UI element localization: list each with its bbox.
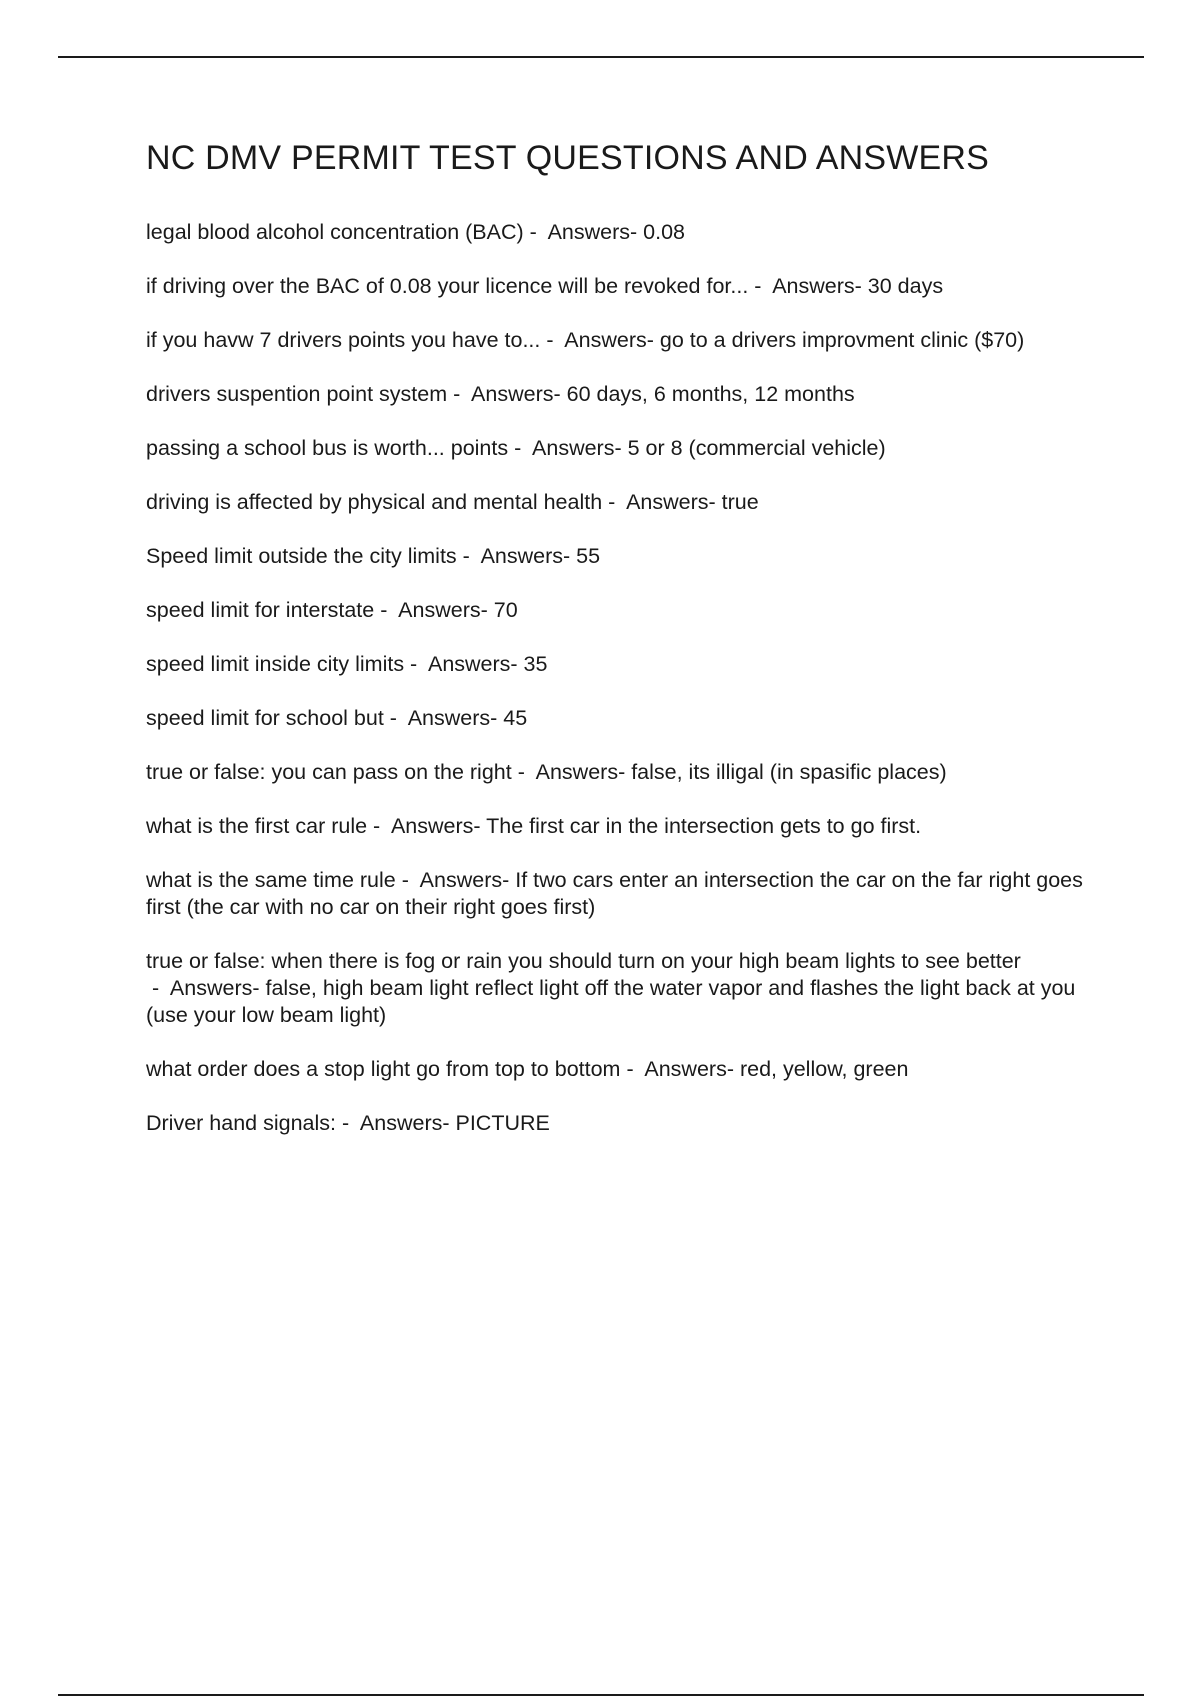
qa-item — [146, 597, 1096, 624]
question-text: true or false: when there is fog or rain you should turn on your high beam lights to see better — [146, 948, 1021, 973]
question-text: what is the same time rule — [146, 867, 396, 892]
question-text: Speed limit outside the city limits — [146, 543, 457, 568]
top-rule — [58, 56, 1144, 58]
separator: - — [620, 1056, 645, 1081]
separator: - — [456, 543, 481, 568]
separator: - — [404, 651, 428, 676]
answer-text: Answers- false, its illigal (in spasific places) — [535, 759, 947, 784]
qa-item — [146, 273, 1096, 300]
answer-text: Answers- 60 days, 6 months, 12 months — [471, 381, 855, 406]
separator: - — [336, 1110, 360, 1135]
answer-text: Answers- 30 days — [772, 273, 944, 298]
answer-text: Answers- true — [626, 489, 759, 514]
qa-item — [146, 867, 1096, 921]
qa-item — [146, 543, 1096, 570]
question-text: legal blood alcohol concentration (BAC) — [146, 219, 524, 244]
question-text: speed limit for interstate — [146, 597, 375, 622]
separator: - — [395, 867, 420, 892]
answer-text: Answers- red, yellow, green — [644, 1056, 909, 1081]
question-text: true or false: you can pass on the right — [146, 759, 512, 784]
separator: - — [447, 381, 472, 406]
question-text: passing a school bus is worth... points — [146, 435, 509, 460]
qa-item — [146, 327, 1096, 354]
separator: - — [374, 597, 399, 622]
answer-text: Answers- 35 — [427, 651, 548, 676]
question-text: what is the first car rule — [146, 813, 368, 838]
answer-text: Answers- go to a drivers improvment clinic ($70) — [564, 327, 1025, 352]
separator: - — [540, 327, 565, 352]
answer-text: Answers- If two cars enter an intersection the car on the far right goes first (the car with no car on their right goes first) — [146, 867, 1083, 919]
qa-item — [146, 759, 1096, 786]
separator: - — [508, 435, 533, 460]
separator: - — [367, 813, 391, 838]
question-text: drivers suspention point system — [146, 381, 448, 406]
question-text: if driving over the BAC of 0.08 your licence will be revoked for... — [146, 273, 749, 298]
qa-item — [146, 1056, 1096, 1083]
question-text: if you havw 7 drivers points you have to... — [146, 327, 541, 352]
separator: - — [602, 489, 627, 514]
question-text: Driver hand signals: — [146, 1110, 337, 1135]
answer-text: Answers- 5 or 8 (commercial vehicle) — [532, 435, 886, 460]
answer-text: Answers- The first car in the intersection gets to go first. — [390, 813, 922, 838]
qa-item — [146, 489, 1096, 516]
answer-text: Answers- PICTURE — [359, 1110, 550, 1135]
qa-item — [146, 381, 1096, 408]
answer-text: Answers- 45 — [407, 705, 528, 730]
qa-item — [146, 813, 1096, 840]
separator: - — [523, 219, 548, 244]
separator: - — [146, 975, 170, 1000]
qa-item — [146, 948, 1096, 1029]
question-text: what order does a stop light go from top to bottom — [146, 1056, 621, 1081]
page-title: NC DMV PERMIT TEST QUESTIONS AND ANSWERS — [146, 139, 990, 177]
separator: - — [748, 273, 773, 298]
qa-item — [146, 435, 1096, 462]
answer-text: Answers- 0.08 — [547, 219, 685, 244]
answer-text: Answers- 70 — [398, 597, 518, 622]
qa-item — [146, 219, 1096, 246]
answer-text: Answers- false, high beam light reflect light off the water vapor and flashes the light back at you (use your low beam light) — [146, 975, 1076, 1027]
separator: - — [383, 705, 408, 730]
bottom-rule — [58, 1694, 1144, 1696]
qa-item — [146, 1110, 1096, 1137]
qa-item — [146, 651, 1096, 678]
question-text: driving is affected by physical and mental health — [146, 489, 603, 514]
question-text: speed limit inside city limits — [146, 651, 405, 676]
answer-text: Answers- 55 — [480, 543, 601, 568]
question-text: speed limit for school but — [146, 705, 384, 730]
qa-item — [146, 705, 1096, 732]
document-body — [146, 138, 1096, 1164]
separator: - — [511, 759, 536, 784]
